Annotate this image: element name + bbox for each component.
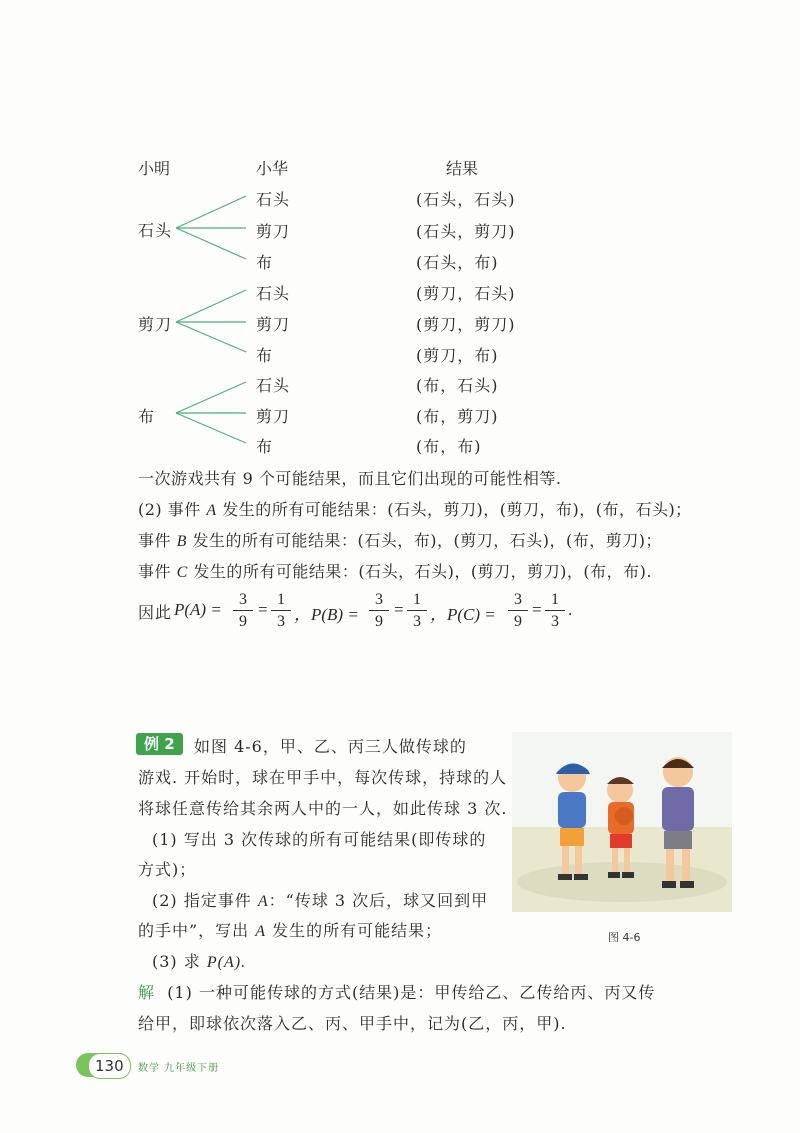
tree-branch: 石头: [256, 376, 291, 395]
fraction-1-3: $\frac{1}{3}$: [271, 590, 291, 631]
tree-branch: 剪刀: [256, 407, 291, 426]
fraction-3-9: $\frac{3}{9}$: [369, 590, 389, 631]
tree-result: (布，石头): [416, 376, 499, 395]
tree-branch: 剪刀: [256, 315, 291, 334]
equals: =: [394, 600, 404, 619]
tree-branch: 布: [256, 437, 274, 456]
fraction-1-3: $\frac{1}{3}$: [545, 590, 565, 631]
equals: =: [532, 600, 542, 619]
tree-result: (石头，剪刀): [416, 222, 516, 241]
solution-label: 解: [138, 983, 156, 1002]
book-title: 数学 九年级下册: [138, 1063, 220, 1074]
tree-branch: 布: [256, 253, 274, 272]
tree-branch: 剪刀: [256, 222, 291, 241]
question-1: (1) 写出 3 次传球的所有可能结果(即传球的: [152, 830, 487, 849]
tree-lines: [0, 0, 800, 470]
example-text: 如图 4-6，甲、乙、丙三人做传球的: [194, 737, 467, 756]
fraction-3-9: $\frac{3}{9}$: [233, 590, 253, 631]
example-badge: 例 2: [136, 733, 183, 755]
prob-prefix: 因此: [138, 603, 173, 622]
fraction-3-9: $\frac{3}{9}$: [508, 590, 528, 631]
tree-root-1: 石头: [138, 221, 173, 240]
equals: =: [258, 600, 268, 619]
text-line-1: 一次游戏共有 9 个可能结果，而且它们出现的可能性相等.: [138, 469, 562, 488]
children-passing-ball-illustration: [512, 732, 732, 912]
question-1-cont: 方式)；: [138, 860, 197, 879]
question-2-cont: 的手中”，写出 A 发生的所有可能结果；: [138, 921, 443, 940]
figure-caption: 图 4-6: [608, 931, 641, 944]
tree-branch: 布: [256, 346, 274, 365]
example-text: 将球任意传给其余两人中的一人，如此传球 3 次.: [138, 799, 508, 818]
solution-line-1: 解 (1) 一种可能传球的方式(结果)是：甲传给乙、乙传给丙、丙又传: [138, 983, 656, 1002]
tree-result: (石头，布): [416, 253, 499, 272]
prob-pb: ，P(B) =: [294, 605, 359, 624]
tree-root-3: 布: [138, 407, 156, 426]
fraction-1-3: $\frac{1}{3}$: [407, 590, 427, 631]
header-result: 结果: [446, 159, 479, 178]
header-xiaoming: 小明: [138, 159, 171, 178]
tree-result: (布，布): [416, 437, 482, 456]
tree-result: (剪刀，剪刀): [416, 315, 516, 334]
example-text: 游戏. 开始时，球在甲手中，每次传球，持球的人: [138, 768, 508, 787]
tree-root-2: 剪刀: [138, 315, 173, 334]
text-line-2: (2) 事件 A 发生的所有可能结果：(石头，剪刀)，(剪刀，布)，(布，石头)；: [138, 500, 692, 519]
tree-result: (石头，石头): [416, 190, 516, 209]
tree-result: (剪刀，布): [416, 346, 499, 365]
prob-pa: P(A) =: [174, 600, 222, 619]
solution-line-2: 给甲，即球依次落入乙、丙、甲手中，记为(乙，丙，甲).: [138, 1014, 567, 1033]
tree-branch: 石头: [256, 190, 291, 209]
prob-pc: ，P(C) =: [430, 605, 496, 624]
tree-branch: 石头: [256, 284, 291, 303]
text-line-4: 事件 C 发生的所有可能结果：(石头，石头)，(剪刀，剪刀)，(布，布).: [138, 562, 652, 581]
header-xiaohua: 小华: [256, 159, 289, 178]
period: .: [568, 600, 573, 619]
question-3: (3) 求 P(A).: [152, 952, 247, 971]
tree-result: (布，剪刀): [416, 407, 499, 426]
page-number: 130: [88, 1053, 131, 1079]
tree-result: (剪刀，石头): [416, 284, 516, 303]
question-2: (2) 指定事件 A：“传球 3 次后，球又回到甲: [152, 891, 489, 910]
text-line-3: 事件 B 发生的所有可能结果：(石头，布)，(剪刀，石头)，(布，剪刀)；: [138, 531, 662, 550]
